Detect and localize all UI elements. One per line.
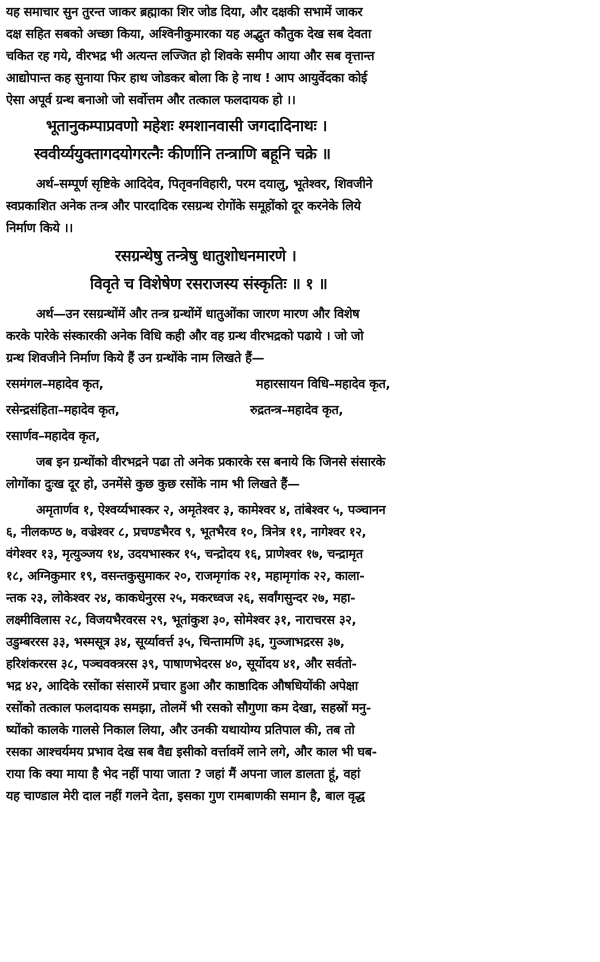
verse-line: भूतानुकम्पाप्रवणो महेशः श्मशानवासी जगदादिनाथः । — [46, 117, 328, 135]
text-line: उडुम्बररस ३३, भस्मसूत्र ३४, सूर्य्यावर्त्त ३५, चिन्तामणि ३६, गुञ्जाभद्ररस ३७, — [6, 634, 345, 649]
text-line: करके पारेके संस्कारकी अनेक विधि कही और वह ग्रन्थ वीरभद्रको पढाये । जो जो — [6, 328, 364, 343]
text-line: यह समाचार सुन तुरन्त जाकर ब्रह्माका शिर जोड दिया, और दक्षकी सभामें जाकर — [6, 4, 363, 19]
text-line: स्वप्रकाशित अनेक तन्त्र और पारदादिक रसग्रन्थ रोगोंके समूहोंको दूर करनेके लिये — [6, 198, 361, 213]
text-line: लक्ष्मीविलास २८, विजयभैरवरस २९, भूतांकुश ३०, सोमेश्वर ३१, नाराचरस ३२, — [6, 612, 357, 627]
text-line: वंगेश्वर १३, मृत्युञ्जय १४, उदयभास्कर १५, चन्द्रोदय १६, प्राणेश्वर १७, चन्द्रामृत — [6, 546, 363, 561]
text-line: अर्थ—उन रसग्रन्थोंमें और तन्त्र ग्रन्थोंमें धातुओंका जारण मारण और विशेष — [36, 306, 360, 321]
text-line: यह चाण्डाल मेरी दाल नहीं गलने देता, इसका गुण रामबाणकी समान है, बाल वृद्ध — [6, 788, 365, 803]
text-line: लोगोंका दुःख दूर हो, उनमेंसे कुछ कुछ रसोंके नाम भी लिखते हैं— — [6, 476, 300, 491]
text-line: राया कि क्या माया है भेद नहीं पाया जाता ? जहां मैं अपना जाल डालता हूं, वहां — [6, 766, 361, 781]
text-line: ष्योंको कालके गालसे निकाल लिया, और उनकी यथायोग्य प्रतिपाल की, तब तो — [6, 722, 355, 737]
text-line: रसोंको तत्काल फलदायक समझा, तोलमें भी रसको सौगुणा कम देखा, सहस्रों मनु- — [6, 700, 371, 715]
book-list-row — [6, 400, 594, 420]
text-line: भद्र ४२, आदिके रसोंका संसारमें प्रचार हुआ और काष्ठादिक औषधियोंकी अपेक्षा — [6, 678, 358, 693]
text-line: रसका आश्चर्यमय प्रभाव देख सब वैद्य इसीको वर्त्तावमें लाने लगे, और काल भी घब- — [6, 744, 377, 759]
text-line: ग्रन्थ शिवजीने निर्माण किये हैं उन ग्रन्थोंके नाम लिखते हैं— — [6, 350, 265, 365]
text-line: निर्माण किये ।। — [6, 220, 73, 235]
verse-line: रसग्रन्थेषु तन्त्रेषु धातुशोधनमारणे । — [115, 247, 297, 265]
text-line: जब इन ग्रन्थोंको वीरभद्रने पढा तो अनेक प्रकारके रस बनाये कि जिनसे संसारके — [36, 454, 386, 469]
book-name: रसेन्द्रसंहिता–महादेव कृत, — [6, 402, 120, 417]
text-line: ६, नीलकण्ठ ७, वज्रेश्वर ८, प्रचण्डभैरव ९, भूतभैरव १०, त्रिनेत्र ११, नागेश्वर १२, — [6, 524, 367, 539]
text-line: अमृतार्णव १, ऐश्वर्य्यभास्कर २, अमृतेश्वर ३, कामेश्वर ४, तांबेश्वर ५, पञ्चानन — [36, 502, 386, 517]
book-name: रसमंगल–महादेव कृत, — [6, 376, 104, 391]
text-line: हरिशंकररस ३८, पञ्चवक्त्ररस ३९, पाषाणभेदरस ४०, सूर्योदय ४१, और सर्वतो- — [6, 656, 357, 671]
text-line: अर्थ–सम्पूर्ण सृष्टिके आदिदेव, पितृवनविहारी, परम दयालु, भूतेश्वर, शिवजीने — [36, 176, 373, 191]
book-list-row — [6, 426, 594, 446]
text-line: १८, अग्निकुमार १९, वसन्तकुसुमाकर २०, राजमृगांक २१, महामृगांक २२, काला- — [6, 568, 365, 583]
book-list-row — [6, 374, 594, 394]
text-line: चकित रह गये, वीरभद्र भी अत्यन्त लज्जित हो शिवके समीप आया और सब वृत्तान्त — [6, 48, 375, 63]
text-line: दक्ष सहित सबको अच्छा किया, अश्विनीकुमारका यह अद्भुत कौतुक देख सब देवता — [6, 26, 372, 41]
book-name: रसार्णव–महादेव कृत, — [6, 428, 100, 443]
text-line: आद्योपान्त कह सुनाया फिर हाथ जोडकर बोला कि हे नाथ ! आप आयुर्वेदका कोई — [6, 70, 367, 85]
verse-line: विवृते च विशेषेण रसराजस्य संस्कृतिः ॥ १ ॥ — [90, 275, 328, 293]
book-name: महारसायन विधि–महादेव कृत, — [256, 376, 391, 391]
text-line: ऐसा अपूर्व ग्रन्थ बनाओ जो सर्वोत्तम और तत्काल फलदायक हो ।। — [6, 92, 296, 107]
verse-line: स्ववीर्य्ययुक्तागदयोगरत्नैः कीर्णानि तन्त्राणि बहूनि चक्रे ॥ — [34, 145, 331, 163]
book-name: रुद्रतन्त्र–महादेव कृत, — [250, 402, 344, 417]
text-line: न्तक २३, लोकेश्वर २४, काकधेनुरस २५, मकरध्वज २६, सर्वांगसुन्दर २७, महा- — [6, 590, 356, 605]
